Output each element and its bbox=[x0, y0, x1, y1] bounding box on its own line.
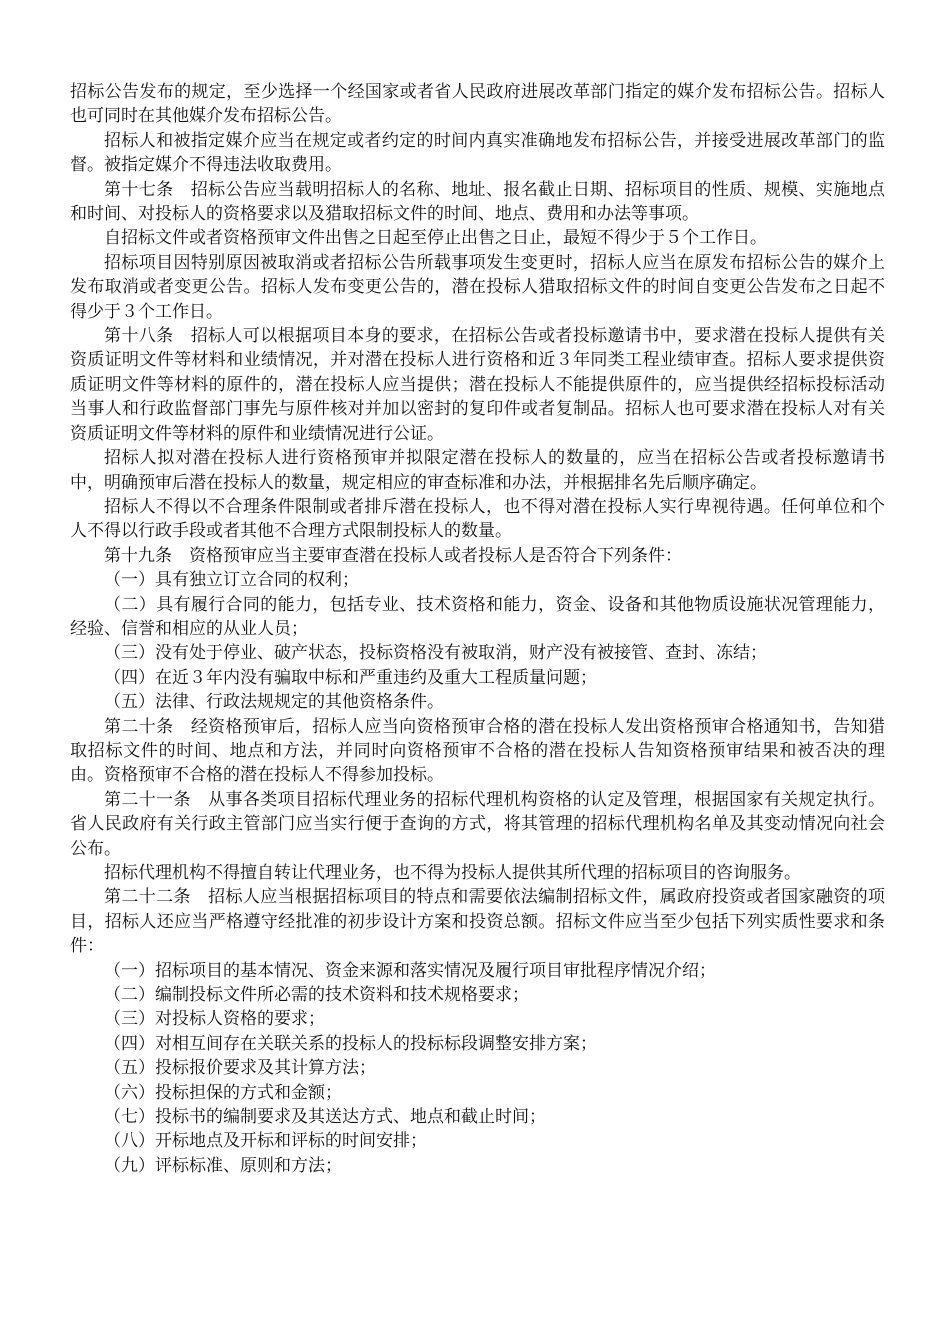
list-item: （九）评标标准、原则和方法； bbox=[104, 1155, 342, 1176]
list-item: （八）开标地点及开标和评标的时间安排； bbox=[104, 1131, 427, 1152]
paragraph: 招标人和被指定媒介应当在规定或者约定的时间内真实准确地发布招标公告，并接受进展改革部门的监督。被指定媒介不得违法收取费用。 bbox=[70, 130, 885, 176]
list-item: （二）具有履行合同的能力，包括专业、技术资格和能力，资金、设备和其他物质设施状况管理能力，经验、信誉和相应的从业人员； bbox=[70, 594, 885, 639]
article-18: 第十八条 招标人可以根据项目本身的要求，在招标公告或者投标邀请书中，要求潜在投标人提供有关资质证明文件等材料和业绩情况，并对潜在投标人进行资格和近３年同类工程业绩审查。招标人要求提供资质证明文件等材料的原件的，潜在投标人应当提供；潜在投标人不能提供原件的，应当提供经招标投标活动当事人和行政监督部门事先与原件核对并加以密封的复印件或者复制品。招标人也可要求潜在投标人对有关资质证明文件等材料的原件和业绩情况进行公证。 bbox=[70, 326, 885, 444]
paragraph: 招标人不得以不合理条件限制或者排斥潜在投标人，也不得对潜在投标人实行卑视待遇。任何单位和个人不得以行政手段或者其他不合理方式限制投标人的数量。 bbox=[70, 496, 885, 542]
article-21: 第二十一条 从事各类项目招标代理业务的招标代理机构资格的认定及管理，根据国家有关规定执行。省人民政府有关行政主管部门应当实行便于查询的方式，将其管理的招标代理机构名单及其变动情况向社会公布。 bbox=[70, 789, 885, 859]
paragraph: 招标项目因特别原因被取消或者招标公告所载事项发生变更时，招标人应当在原发布招标公告的媒介上发布取消或者变更公告。招标人发布变更公告的，潜在投标人猎取招标文件的时间自变更公告发布之日起不得少于３个工作日。 bbox=[70, 252, 885, 322]
article-20: 第二十条 经资格预审后，招标人应当向资格预审合格的潜在投标人发出资格预审合格通知书，告知猎取招标文件的时间、地点和方法，并同时向资格预审不合格的潜在投标人告知资格预审结果和被否决的理由。资格预审不合格的潜在投标人不得参加投标。 bbox=[70, 716, 885, 786]
list-item: （三）没有处于停业、破产状态，投标资格没有被取消，财产没有被接管、查封、冻结； bbox=[104, 643, 767, 664]
list-item: （一）招标项目的基本情况、资金来源和落实情况及履行项目审批程序情况介绍； bbox=[104, 960, 716, 981]
list-item: （一）具有独立订立合同的权利； bbox=[104, 570, 359, 591]
article-17: 第十七条 招标公告应当载明招标人的名称、地址、报名截止日期、招标项目的性质、规模、实施地点和时间、对投标人的资格要求以及猎取招标文件的时间、地点、费用和办法等事项。 bbox=[70, 179, 885, 225]
list-item: （五）投标报价要求及其计算方法； bbox=[104, 1058, 376, 1079]
list-item: （四）对相互间存在关联关系的投标人的投标标段调整安排方案； bbox=[104, 1033, 597, 1054]
document-body bbox=[70, 80, 885, 1178]
list-item: （三）对投标人资格的要求； bbox=[104, 1009, 325, 1030]
article-22: 第二十二条 招标人应当根据招标项目的特点和需要依法编制招标文件，属政府投资或者国家融资的项目，招标人还应当严格遵守经批准的初步设计方案和投资总额。招标文件应当至少包括下列实质性要求和条件： bbox=[70, 887, 885, 957]
list-item: （四）在近３年内没有骗取中标和严重违约及重大工程质量问题； bbox=[104, 667, 597, 688]
paragraph: 招标代理机构不得擅自转让代理业务，也不得为投标人提供其所代理的招标项目的咨询服务。 bbox=[104, 863, 801, 883]
article-19: 第十九条 资格预审应当主要审查潜在投标人或者投标人是否符合下列条件： bbox=[104, 545, 682, 566]
paragraph: 自招标文件或者资格预审文件出售之日起至停止出售之日止，最短不得少于５个工作日。 bbox=[104, 228, 767, 249]
list-item: （五）法律、行政法规规定的其他资格条件。 bbox=[104, 692, 444, 713]
paragraph: 招标人拟对潜在投标人进行资格预审并拟限定潜在投标人的数量的，应当在招标公告或者投标邀请书中，明确预审后潜在投标人的数量，规定相应的审查标准和办法，并根据排名先后顺序确定。 bbox=[70, 448, 885, 493]
paragraph: 招标公告发布的规定，至少选择一个经国家或者省人民政府进展改革部门指定的媒介发布招标公告。招标人也可同时在其他媒介发布招标公告。 bbox=[70, 82, 885, 127]
list-item: （六）投标担保的方式和金额； bbox=[104, 1082, 342, 1103]
list-item: （七）投标书的编制要求及其送达方式、地点和截止时间； bbox=[104, 1107, 546, 1128]
list-item: （二）编制投标文件所必需的技术资料和技术规格要求； bbox=[104, 985, 529, 1006]
